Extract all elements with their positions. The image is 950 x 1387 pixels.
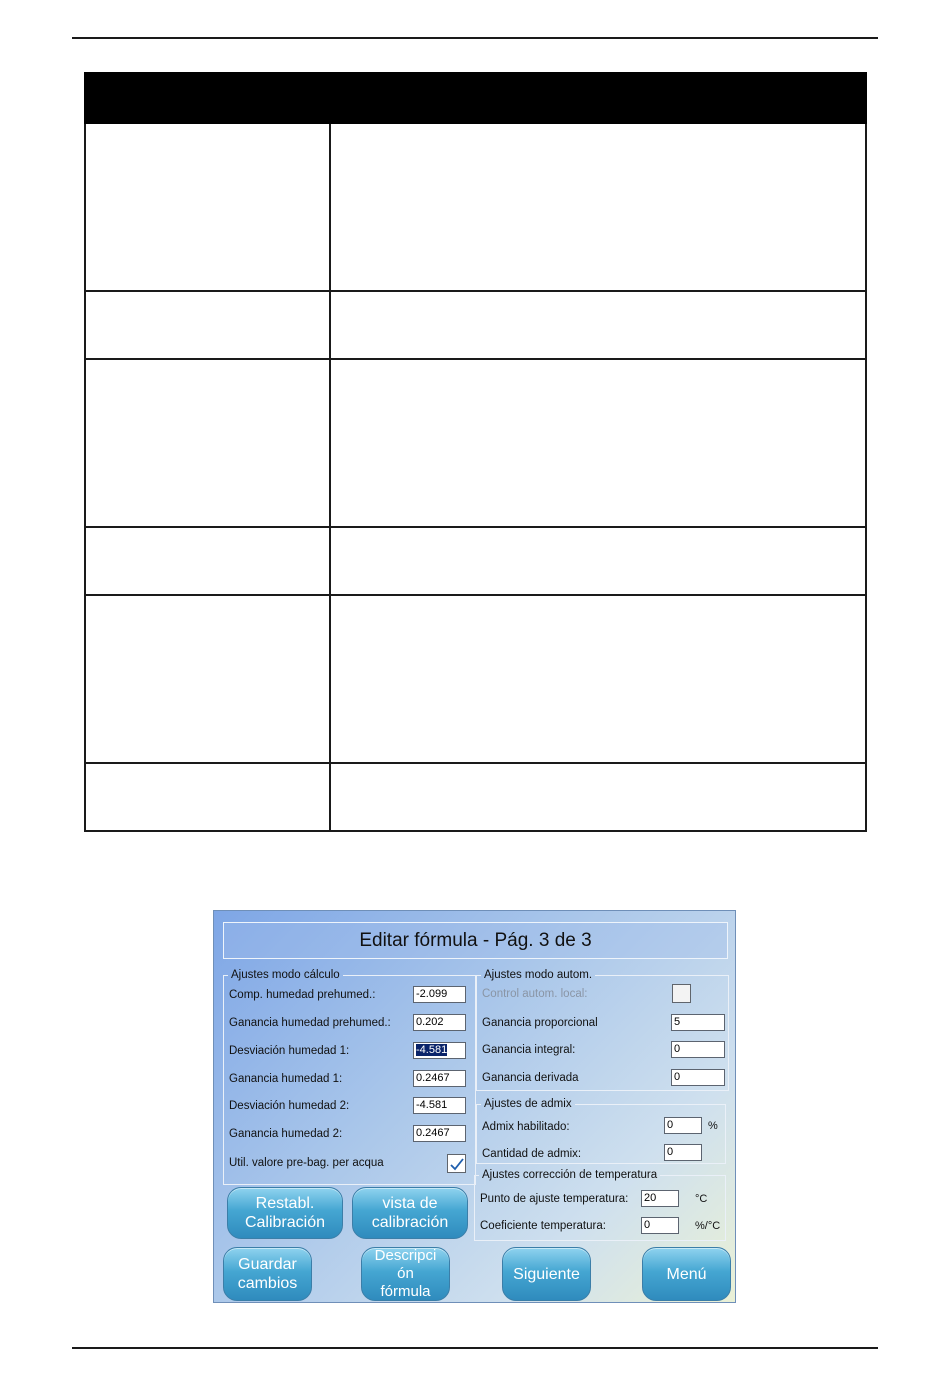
field-label: Ganancia humedad prehumed.: (229, 1017, 391, 1029)
percent-unit: % (708, 1120, 718, 1132)
prehumed-gain-input[interactable]: 0.202 (413, 1014, 466, 1031)
table-cell (330, 359, 866, 527)
proportional-gain-input[interactable]: 5 (671, 1014, 725, 1031)
view-calibration-button[interactable]: vista de calibración (352, 1187, 468, 1239)
celsius-unit: °C (695, 1193, 708, 1205)
field-label: Admix habilitado: (482, 1121, 570, 1133)
use-prebag-checkbox[interactable] (447, 1154, 466, 1173)
local-auto-control-checkbox[interactable] (672, 984, 691, 1003)
table-row (85, 527, 866, 595)
selected-text: -4.581 (416, 1044, 448, 1056)
footer-rule (72, 1347, 878, 1349)
table-header-cell (330, 73, 866, 123)
field-label: Ganancia integral: (482, 1044, 576, 1056)
table-cell (330, 763, 866, 831)
table-cell (330, 123, 866, 291)
field-label: Comp. humedad prehumed.: (229, 989, 376, 1001)
table-cell (85, 291, 330, 359)
field-label: Util. valore pre-bag. per acqua (229, 1157, 384, 1169)
table-cell (330, 291, 866, 359)
calc-mode-legend: Ajustes modo cálculo (231, 969, 340, 981)
percent-per-celsius-unit: %/°C (695, 1220, 721, 1232)
save-changes-button[interactable]: Guardar cambios (223, 1247, 312, 1301)
admix-enabled-input[interactable]: 0 (664, 1117, 702, 1134)
moisture-offset-1-input[interactable] (413, 1042, 466, 1059)
field-label: Ganancia derivada (482, 1072, 579, 1084)
check-icon (450, 1157, 464, 1171)
table-cell (85, 123, 330, 291)
table-cell (85, 359, 330, 527)
integral-gain-input[interactable]: 0 (671, 1041, 725, 1058)
field-label: Control autom. local: (482, 988, 588, 1000)
menu-button[interactable]: Menú (642, 1247, 731, 1301)
field-label: Ganancia humedad 2: (229, 1128, 343, 1140)
prehumed-comp-input[interactable]: -2.099 (413, 986, 466, 1003)
moisture-gain-2-input[interactable]: 0.2467 (413, 1125, 466, 1142)
table-row (85, 763, 866, 831)
table-cell (330, 527, 866, 595)
admix-legend: Ajustes de admix (484, 1098, 572, 1110)
moisture-gain-1-input[interactable]: 0.2467 (413, 1070, 466, 1087)
field-label: Cantidad de admix: (482, 1148, 582, 1160)
edit-formula-screen (213, 910, 736, 1303)
table-row (85, 291, 866, 359)
temp-setpoint-input[interactable]: 20 (641, 1190, 679, 1207)
admix-amount-input[interactable]: 0 (664, 1144, 702, 1161)
derivative-gain-input[interactable]: 0 (671, 1069, 725, 1086)
reset-calibration-button[interactable]: Restabl. Calibración (227, 1187, 343, 1239)
table-row (85, 359, 866, 527)
field-label: Desviación humedad 1: (229, 1045, 350, 1057)
field-label: Ganancia proporcional (482, 1017, 598, 1029)
table-header-row (85, 73, 866, 123)
next-button[interactable]: Siguiente (502, 1247, 591, 1301)
field-label: Desviación humedad 2: (229, 1100, 350, 1112)
table-row (85, 123, 866, 291)
formula-description-button[interactable]: Descripci ón fórmula (361, 1247, 450, 1301)
field-label: Coeficiente temperatura: (480, 1220, 606, 1232)
document-table (84, 72, 867, 832)
table-cell (85, 527, 330, 595)
auto-mode-legend: Ajustes modo autom. (484, 969, 593, 981)
field-label: Punto de ajuste temperatura: (480, 1193, 629, 1205)
temperature-legend: Ajustes corrección de temperatura (482, 1169, 658, 1181)
table-row (85, 595, 866, 763)
table-header-cell (85, 73, 330, 123)
table-cell (330, 595, 866, 763)
header-rule (72, 37, 878, 39)
table-cell (85, 595, 330, 763)
screen-title: Editar fórmula - Pág. 3 de 3 (223, 922, 728, 959)
moisture-offset-2-input[interactable]: -4.581 (413, 1097, 466, 1114)
table-cell (85, 763, 330, 831)
field-label: Ganancia humedad 1: (229, 1073, 343, 1085)
temp-coefficient-input[interactable]: 0 (641, 1217, 679, 1234)
